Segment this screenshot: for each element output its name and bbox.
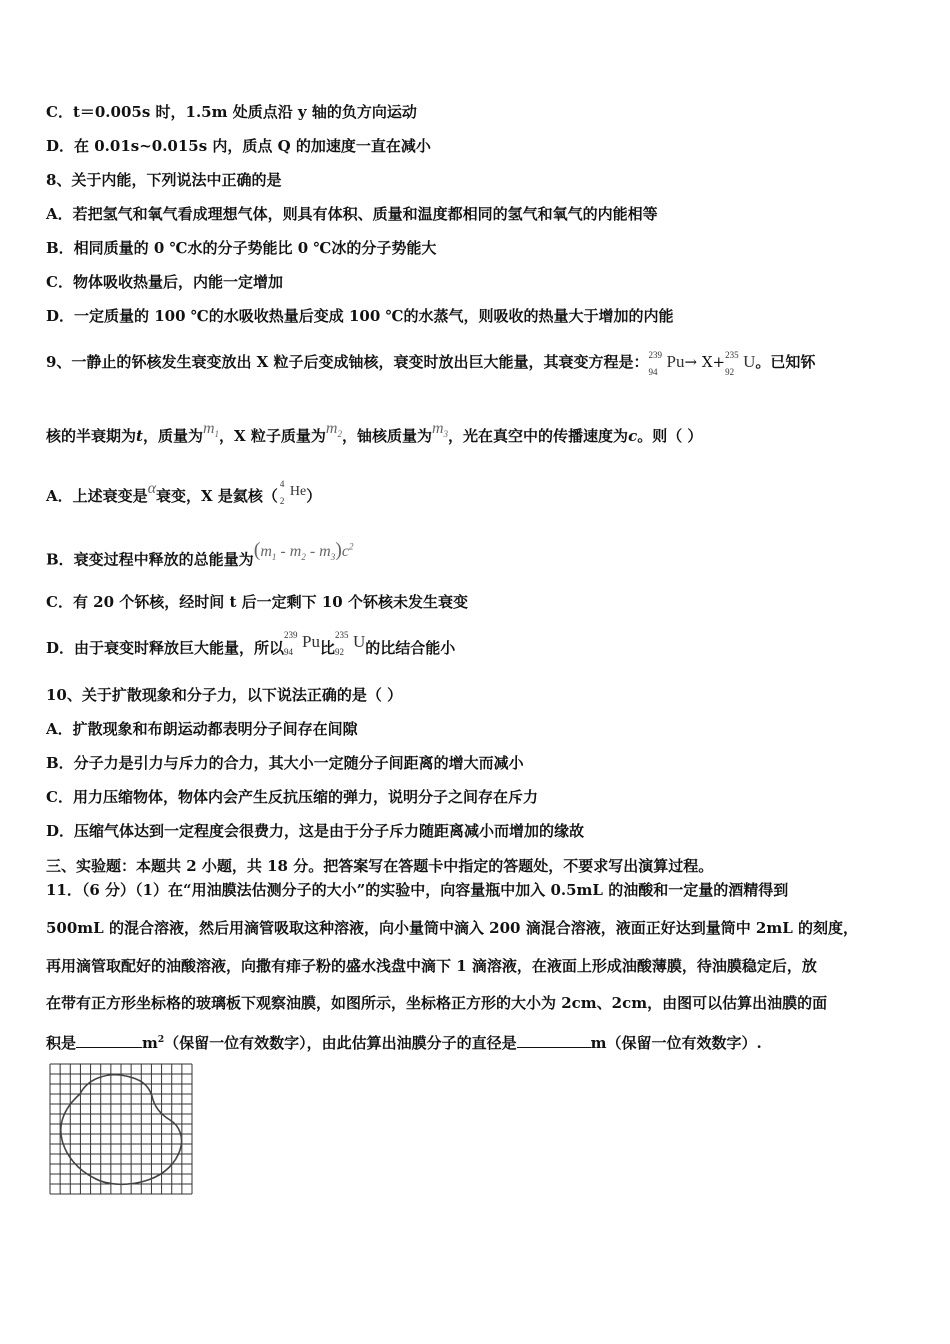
question-8-option-a: A．若把氢气和氧气看成理想气体，则具有体积、质量和温度都相同的氢气和氧气的内能相等 xyxy=(46,205,658,223)
grid-lines xyxy=(50,1064,192,1194)
q9-text-end: 。已知钚 xyxy=(755,353,816,371)
option-c-time: C．t＝0.005s 时，1.5m 处质点沿 y 轴的负方向运动 xyxy=(46,103,417,121)
uranium-nuclide-d: 235 92 U xyxy=(335,630,366,657)
question-9-option-a: A．上述衰变是α衰变，X 是氦核（ 4 2 He） xyxy=(46,479,322,506)
uranium-nuclide: 235 92 U xyxy=(725,350,756,377)
question-10-option-d: D．压缩气体达到一定程度会很费力，这是由于分子斥力随距离减小而增加的缘故 xyxy=(46,822,585,840)
question-10-option-a: A．扩散现象和布朗运动都表明分子间存在间隙 xyxy=(46,720,358,738)
oil-film-grid-figure xyxy=(48,1062,194,1196)
option-d-acceleration: D．在 0.01s~0.015s 内，质点 Q 的加速度一直在减小 xyxy=(46,137,431,155)
question-10-option-c: C．用力压缩物体，物体内会产生反抗压缩的弹力，说明分子之间存在斥力 xyxy=(46,788,538,806)
mass-m1: $m_1$ xyxy=(202,420,220,440)
question-11-line-2: 500mL 的混合溶液，然后用滴管吸取这种溶液，向小量筒中滴入 200 滴混合溶液，液面正好达到量筒中 2mL 的刻度， xyxy=(46,919,859,937)
alpha-symbol: α xyxy=(147,480,157,497)
question-9-option-c: C．有 20 个钚核，经时间 t 后一定剩下 10 个钚核未发生衰变 xyxy=(46,593,468,611)
plutonium-nuclide: 239 94 Pu xyxy=(648,350,685,377)
mass-m2: $m_2$ xyxy=(325,420,342,440)
question-11-line-5: 积是 $m^2$（保留一位有效数字），由此估算出油膜分子的直径是 m（保留一位有效数字）. xyxy=(46,1034,762,1052)
plutonium-nuclide-d: 239 94 Pu xyxy=(284,630,320,657)
answer-blank-area[interactable] xyxy=(76,1033,142,1048)
question-8-option-c: C．物体吸收热量后，内能一定增加 xyxy=(46,273,283,291)
question-11-line-4: 在带有正方形坐标格的玻璃板下观察油膜，如图所示，坐标格正方形的大小为 2cm、2cm，由图可以估算出油膜的面 xyxy=(46,994,828,1012)
question-8-option-d: D．一定质量的 100 ℃的水吸收热量后变成 100 ℃的水蒸气，则吸收的热量大于增加的内能 xyxy=(46,307,674,325)
answer-blank-diameter[interactable] xyxy=(517,1033,591,1048)
question-11-line-3: 再用滴管取配好的油酸溶液，向撒有痱子粉的盛水浅盘中滴下 1 滴溶液，在液面上形成油酸薄膜，待油膜稳定后，放 xyxy=(46,957,817,975)
decay-arrow: → X+ xyxy=(684,353,726,371)
question-8-option-b: B．相同质量的 0 ℃水的分子势能比 0 ℃冰的分子势能大 xyxy=(46,239,437,257)
helium-nuclide: 4 2 He xyxy=(279,479,307,506)
section-3-heading: 三、实验题：本题共 2 小题，共 18 分。把答案写在答题卡中指定的答题处，不要求写出演算过程。 xyxy=(46,857,714,875)
q9-text: 9、一静止的钚核发生衰变放出 X 粒子后变成铀核，衰变时放出巨大能量，其衰变方程是： xyxy=(46,353,649,371)
question-11-line-1: 11．（6 分）（1）在“用油膜法估测分子的大小”的实验中，向容量瓶中加入 0.5mL 的油酸和一定量的酒精得到 xyxy=(46,881,789,899)
question-9-option-b: B．衰变过程中释放的总能量为$(m_1 - m_2 - m_3)c^2$ xyxy=(46,539,354,569)
question-9-option-d: D．由于衰变时释放巨大能量，所以 239 94 Pu比 235 92 U的比结合能小 xyxy=(46,630,456,657)
question-9-line-1 xyxy=(46,350,816,377)
question-8: 8、关于内能，下列说法中正确的是 xyxy=(46,171,282,189)
question-10: 10、关于扩散现象和分子力，以下说法正确的是（ ） xyxy=(46,686,403,704)
mass-m3: $m_3$ xyxy=(431,420,449,440)
energy-formula: $(m_1 - m_2 - m_3)c^2$ xyxy=(253,539,354,563)
question-9-line-2: 核的半衰期为t，质量为$m_1$，X 粒子质量为$m_2$，铀核质量为$m_3$，光在真空中的传播速度为c。则（ ） xyxy=(46,420,703,445)
question-10-option-b: B．分子力是引力与斥力的合力，其大小一定随分子间距离的增大而减小 xyxy=(46,754,524,772)
